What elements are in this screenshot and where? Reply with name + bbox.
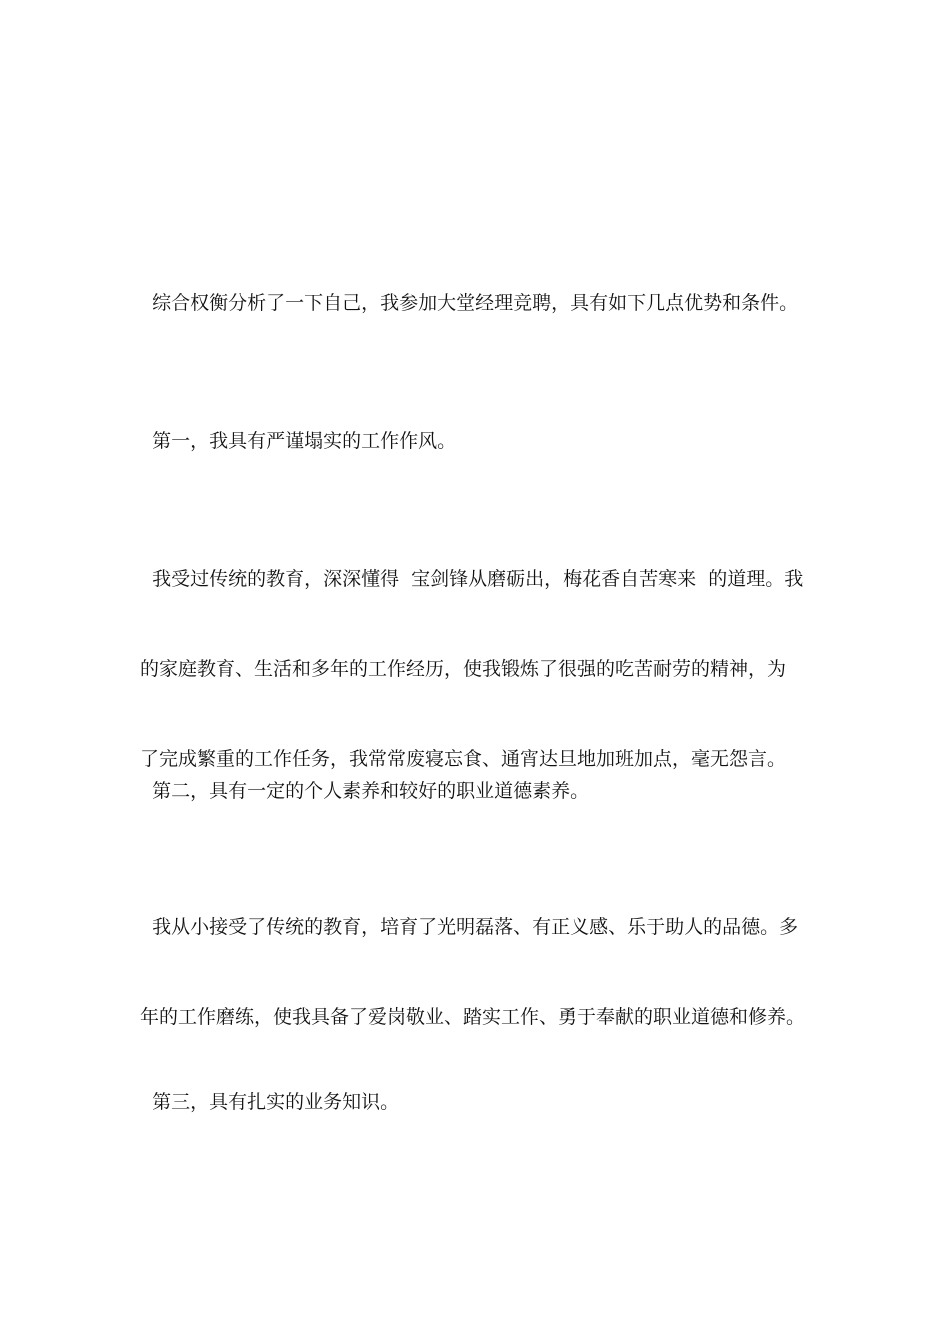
paragraph-line: 我从小接受了传统的教育，培育了光明磊落、有正义感、乐于助人的品德。多 bbox=[140, 916, 799, 938]
paragraph-line: 的家庭教育、生活和多年的工作经历，使我锻炼了很强的吃苦耐劳的精神，为 bbox=[140, 658, 787, 680]
paragraph-heading-second bbox=[140, 716, 820, 866]
paragraph-heading-first bbox=[140, 366, 820, 516]
paragraph-line: 第三，具有扎实的业务知识。 bbox=[140, 1091, 400, 1113]
paragraph-line: 我受过传统的教育，深深懂得 宝剑锋从磨砺出，梅花香自苦寒来 的道理。我 bbox=[140, 568, 804, 590]
paragraph-line: 综合权衡分析了一下自己，我参加大堂经理竞聘，具有如下几点优势和条件。 bbox=[140, 292, 799, 314]
paragraph-line: 第一，我具有严谨塌实的工作作风。 bbox=[140, 430, 457, 452]
paragraph-overview bbox=[140, 228, 820, 378]
paragraph-heading-third bbox=[140, 1027, 820, 1177]
paragraph-line: 年的工作磨练，使我具备了爱岗敬业、踏实工作、勇于奉献的职业道德和修养。 bbox=[140, 1006, 806, 1028]
paragraph-line: 了完成繁重的工作任务，我常常废寝忘食、通宵达旦地加班加点，毫无怨言。 bbox=[140, 748, 787, 770]
paragraph-line: 第二，具有一定的个人素养和较好的职业道德素养。 bbox=[140, 780, 590, 802]
